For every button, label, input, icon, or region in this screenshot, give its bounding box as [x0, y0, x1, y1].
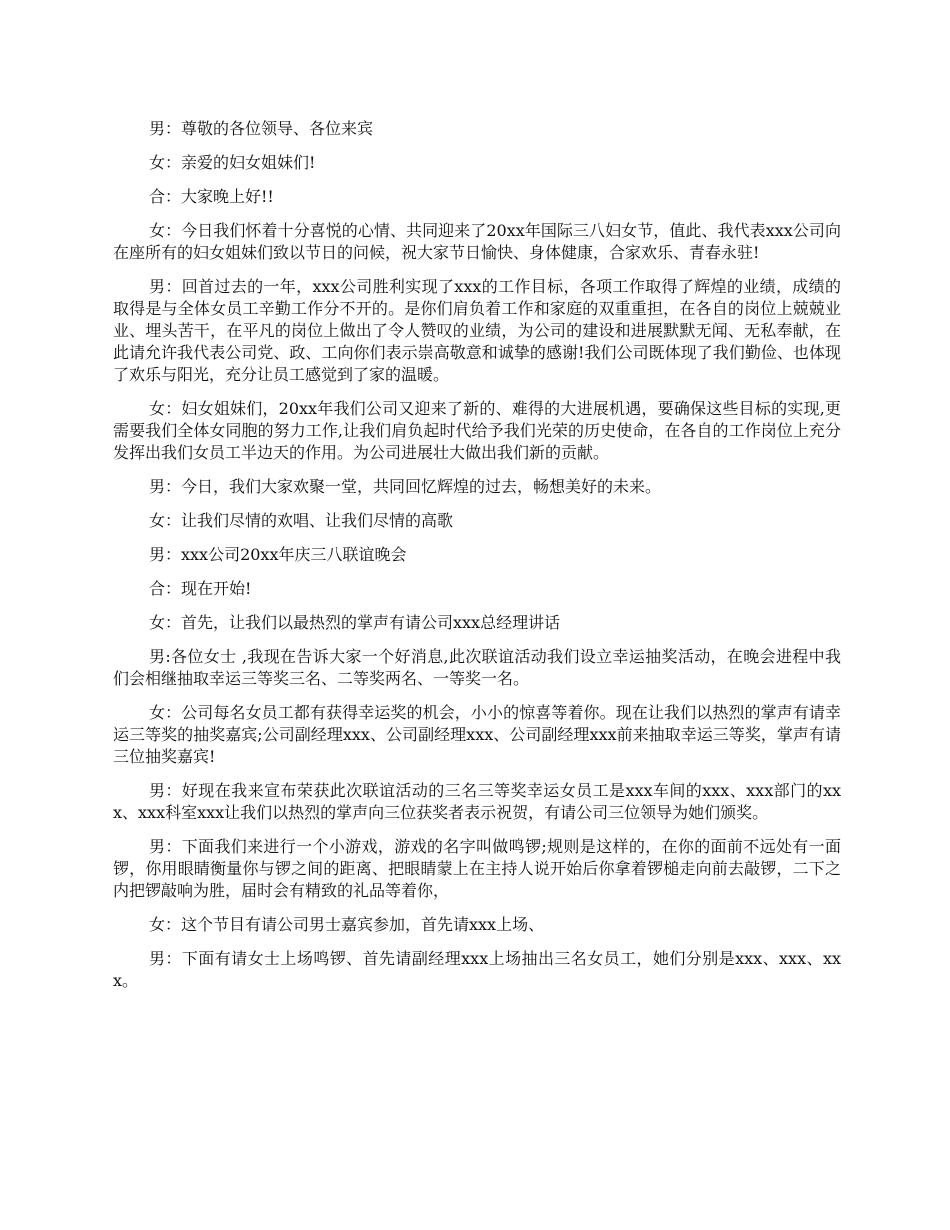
- paragraph: 男：下面我们来进行一个小游戏，游戏的名字叫做鸣锣;规则是这样的，在你的面前不远处有一面锣，你用眼睛衡量你与锣之间的距离、把眼睛蒙上在主持人说开始后你拿着锣槌走向前去敲锣，二下之内把锣敲响为胜，届时会有精致的礼品等着你，: [113, 837, 841, 900]
- paragraph: 合：大家晚上好!!: [149, 187, 274, 206]
- paragraph: 男：下面有请女士上场鸣锣、首先请副经理xxx上场抽出三名女员工，她们分别是xxx、xxx、xxx。: [113, 949, 841, 990]
- paragraph: 合：现在开始!: [149, 579, 252, 598]
- paragraph: 男：xxx公司20xx年庆三八联谊晚会: [149, 545, 407, 564]
- paragraph: 男：今日，我们大家欢聚一堂，共同回忆辉煌的过去，畅想美好的未来。: [149, 477, 662, 496]
- document-body: [113, 118, 841, 1004]
- paragraph: 女：让我们尽情的欢唱、让我们尽情的高歌: [149, 511, 454, 530]
- paragraph: 男：尊敬的各位领导、各位来宾: [149, 119, 374, 138]
- paragraph: 男：回首过去的一年，xxx公司胜利实现了xxx的工作目标，各项工作取得了辉煌的业绩，成绩的取得是与全体女员工辛勤工作分不开的。是你们肩负着工作和家庭的双重重担，在各自的岗位上兢兢业业、埋头苦干，在平凡的岗位上做出了令人赞叹的业绩，为公司的建设和进展默默无闻、无私奉献，在此请允许我代表公司党、政、工向你们表示崇高敬意和诚挚的感谢!我们公司既体现了我们勤俭、也体现了欢乐与阳光，充分让员工感觉到了家的温暖。: [113, 277, 841, 384]
- paragraph: 女：公司每名女员工都有获得幸运奖的机会，小小的惊喜等着你。现在让我们以热烈的掌声有请幸运三等奖的抽奖嘉宾;公司副经理xxx、公司副经理xxx、公司副经理xxx前来抽取幸运三等奖，掌声有请三位抽奖嘉宾!: [113, 703, 841, 766]
- paragraph: 女：今日我们怀着十分喜悦的心情、共同迎来了20xx年国际三八妇女节，值此、我代表xxx公司向在座所有的妇女姐妹们致以节日的问候，祝大家节日愉快、身体健康，合家欢乐、青春永驻!: [113, 221, 841, 262]
- paragraph: 女：亲爱的妇女姐妹们!: [149, 153, 316, 172]
- paragraph: 男：好现在我来宣布荣获此次联谊活动的三名三等奖幸运女员工是xxx车间的xxx、xxx部门的xxx、xxx科室xxx让我们以热烈的掌声向三位获奖者表示祝贺，有请公司三位领导为她们颁奖。: [113, 781, 841, 822]
- paragraph: 女：首先，让我们以最热烈的掌声有请公司xxx总经理讲话: [149, 613, 561, 632]
- paragraph: 女：这个节目有请公司男士嘉宾参加，首先请xxx上场、: [149, 915, 545, 934]
- paragraph: 女：妇女姐妹们，20xx年我们公司又迎来了新的、难得的大进展机遇，要确保这些目标的实现,更需要我们全体女同胞的努力工作,让我们肩负起时代给予我们光荣的历史使命，在各自的工作岗位上充分发挥出我们女员工半边天的作用。为公司进展壮大做出我们新的贡献。: [113, 399, 841, 462]
- paragraph: 男:各位女士 ,我现在告诉大家一个好消息,此次联谊活动我们设立幸运抽奖活动，在晚会进程中我们会相继抽取幸运三等奖三名、二等奖两名、一等奖一名。: [113, 647, 841, 688]
